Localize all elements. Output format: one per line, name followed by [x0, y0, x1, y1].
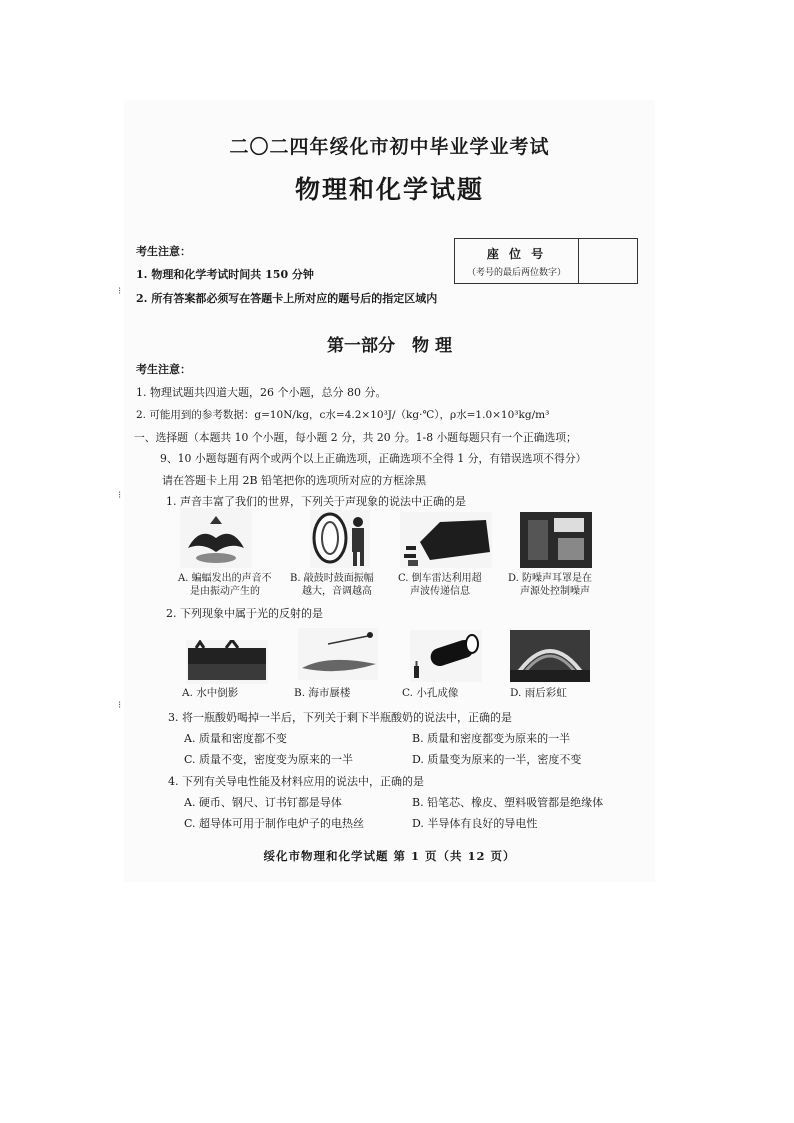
question-stem: 3. 将一瓶酸奶喝掉一半后，下列关于剩下半瓶酸奶的说法中，正确的是: [168, 711, 512, 724]
seat-number-hint: （考号的最后两位数字）: [466, 268, 566, 278]
option-d[interactable]: D. 雨后彩虹: [510, 687, 567, 699]
mirage-image: [298, 628, 378, 680]
seat-number-label-cell: [455, 239, 579, 283]
option-a[interactable]: A. 硬币、钢尺、订书钉都是导体: [184, 796, 342, 809]
binding-mark: ⁝: [118, 490, 122, 501]
section-instructions: 一、选择题（本题共 10 个小题，每小题 2 分，共 20 分。1-8 小题每题只有一个正确选项；: [134, 431, 577, 444]
option-c[interactable]: C. 倒车雷达利用超 声波传递信息: [398, 573, 482, 597]
pinhole-image: [410, 630, 482, 682]
option-b[interactable]: B. 海市蜃楼: [294, 687, 351, 699]
option-c[interactable]: C. 质量不变，密度变为原来的一半: [184, 753, 354, 766]
part-title: 第一部分 物 理: [327, 336, 452, 356]
question-stem: 2. 下列现象中属于光的反射的是: [166, 607, 323, 620]
option-a[interactable]: A. 水中倒影: [182, 687, 239, 699]
notice-heading: 考生注意：: [136, 245, 191, 258]
option-d[interactable]: D. 半导体有良好的导电性: [412, 817, 538, 830]
option-b[interactable]: B. 铅笔芯、橡皮、塑料吸管都是绝缘体: [412, 796, 604, 809]
option-a[interactable]: A. 蝙蝠发出的声音不 是由振动产生的: [178, 573, 272, 597]
drum-image: [310, 510, 370, 568]
bat-image: [180, 508, 252, 568]
option-a[interactable]: A. 质量和密度都不变: [184, 732, 287, 745]
ear-muffs-image: [520, 512, 592, 568]
exam-page: [124, 100, 655, 882]
question-stem: 1. 声音丰富了我们的世界，下列关于声现象的说法中正确的是: [166, 495, 466, 508]
section-instructions: 9、10 小题每题有两个或两个以上正确选项，正确选项不全得 1 分，有错误选项不得分）: [160, 452, 587, 465]
binding-mark: ⁝: [118, 700, 122, 711]
car-radar-image: [400, 512, 492, 568]
option-b[interactable]: B. 质量和密度都变为原来的一半: [412, 732, 571, 745]
page-footer: 绥化市物理和化学试题 第 1 页（共 12 页）: [263, 849, 516, 863]
physics-notice-heading: 考生注意：: [136, 363, 191, 376]
exam-title: 二〇二四年绥化市初中毕业学业考试: [229, 136, 550, 158]
option-c[interactable]: C. 小孔成像: [402, 687, 459, 699]
seat-number-box[interactable]: [454, 238, 638, 284]
option-d[interactable]: D. 防噪声耳罩是在 声源处控制噪声: [508, 573, 593, 597]
reflection-image: [186, 640, 268, 684]
option-b[interactable]: B. 敲鼓时鼓面振幅 越大，音调越高: [290, 573, 374, 597]
physics-notice-item: 1. 物理试题共四道大题，26 个小题，总分 80 分。: [136, 386, 387, 399]
physics-notice-item: 2. 可能用到的参考数据：g=10N/kg，c水=4.2×10³J/（kg·℃），ρ水=1.0×10³kg/m³: [136, 409, 550, 421]
notice-item: 2. 所有答案都必须写在答题卡上所对应的题号后的指定区域内: [136, 292, 438, 305]
option-c[interactable]: C. 超导体可用于制作电炉子的电热丝: [184, 817, 365, 830]
section-instructions: 请在答题卡上用 2B 铅笔把你的选项所对应的方框涂黑: [162, 474, 427, 487]
question-stem: 4. 下列有关导电性能及材料应用的说法中，正确的是: [168, 775, 424, 788]
seat-number-label: 座 位 号: [486, 247, 547, 261]
notice-item: 1. 物理和化学考试时间共 150 分钟: [136, 268, 314, 281]
rainbow-image: [510, 630, 590, 682]
option-d[interactable]: D. 质量变为原来的一半，密度不变: [412, 753, 582, 766]
exam-subtitle: 物理和化学试题: [294, 175, 484, 204]
binding-mark: ⁝: [118, 286, 122, 297]
